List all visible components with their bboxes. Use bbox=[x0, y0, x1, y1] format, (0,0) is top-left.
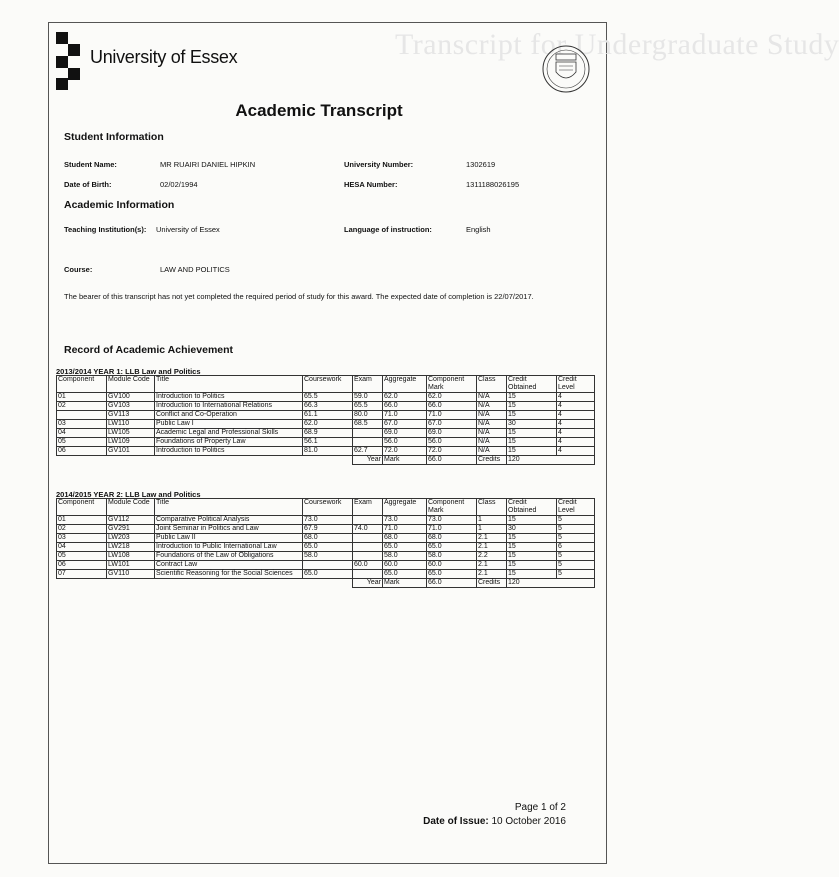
table-cell: Academic Legal and Professional Skills bbox=[155, 429, 303, 438]
dob: 02/02/1994 bbox=[160, 180, 198, 189]
course: LAW AND POLITICS bbox=[160, 265, 230, 274]
table-row bbox=[57, 570, 595, 579]
table-cell bbox=[353, 552, 383, 561]
table-cell: 1 bbox=[477, 516, 507, 525]
university-logo-icon bbox=[56, 32, 82, 90]
table-row bbox=[57, 525, 595, 534]
summary-cell: Mark bbox=[383, 579, 427, 588]
institution: University of Essex bbox=[156, 225, 220, 234]
table-row bbox=[57, 402, 595, 411]
table-cell: 2.2 bbox=[477, 552, 507, 561]
table-row bbox=[57, 561, 595, 570]
column-header: Component bbox=[57, 376, 107, 393]
table-cell: N/A bbox=[477, 393, 507, 402]
record-heading: Record of Academic Achievement bbox=[64, 344, 234, 356]
summary-cell bbox=[477, 456, 507, 465]
credits-label: Credits bbox=[478, 456, 501, 463]
table-cell: Conflict and Co-Operation bbox=[155, 411, 303, 420]
table-header-row bbox=[57, 499, 595, 516]
document-title: Academic Transcript bbox=[235, 101, 403, 120]
summary-row bbox=[57, 579, 595, 588]
table-cell bbox=[353, 516, 383, 525]
table-cell: 62.0 bbox=[427, 393, 477, 402]
table-cell: 03 bbox=[57, 534, 107, 543]
table-cell: 05 bbox=[57, 438, 107, 447]
summary-cell: Year bbox=[353, 456, 383, 465]
table-cell: GV110 bbox=[107, 570, 155, 579]
table-cell: 15 bbox=[507, 393, 557, 402]
table-cell: GV103 bbox=[107, 402, 155, 411]
table-cell: LW110 bbox=[107, 420, 155, 429]
table-row bbox=[57, 447, 595, 456]
table-cell: 73.0 bbox=[427, 516, 477, 525]
table-cell: 73.0 bbox=[303, 516, 353, 525]
table-cell: Public Law I bbox=[155, 420, 303, 429]
table-cell: 15 bbox=[507, 429, 557, 438]
summary-cell: 120 bbox=[507, 456, 595, 465]
table-cell: 04 bbox=[57, 543, 107, 552]
year1-caption: 2013/2014 YEAR 1: LLB Law and Politics bbox=[56, 367, 201, 376]
empty-cell bbox=[107, 456, 155, 465]
table-cell: 5 bbox=[557, 534, 595, 543]
empty-cell bbox=[303, 456, 353, 465]
table-cell: 67.0 bbox=[427, 420, 477, 429]
table-cell: 4 bbox=[557, 429, 595, 438]
table-cell: GV100 bbox=[107, 393, 155, 402]
table-cell: 69.0 bbox=[427, 429, 477, 438]
table-cell: 04 bbox=[57, 429, 107, 438]
table-cell: 15 bbox=[507, 543, 557, 552]
student-name: MR RUAIRI DANIEL HIPKIN bbox=[160, 160, 256, 169]
table-cell: 56.0 bbox=[427, 438, 477, 447]
year1-table bbox=[56, 375, 595, 465]
hesa-number: 1311188026195 bbox=[466, 180, 520, 189]
language: English bbox=[466, 225, 491, 234]
column-header: Component bbox=[57, 499, 107, 516]
table-cell: LW109 bbox=[107, 438, 155, 447]
table-cell: 02 bbox=[57, 402, 107, 411]
table-cell: 58.0 bbox=[427, 552, 477, 561]
table-cell: 60.0 bbox=[353, 561, 383, 570]
table-row bbox=[57, 420, 595, 429]
summary-cell: 66.0 bbox=[427, 579, 477, 588]
table-cell: Introduction to Politics bbox=[155, 447, 303, 456]
issue-date: 10 October 2016 bbox=[491, 816, 566, 827]
summary-cell bbox=[477, 579, 507, 588]
table-cell: 05 bbox=[57, 552, 107, 561]
table-cell: 68.9 bbox=[303, 429, 353, 438]
table-cell: 06 bbox=[57, 447, 107, 456]
column-header: Credit Level bbox=[557, 499, 595, 516]
table-row bbox=[57, 543, 595, 552]
table-cell: GV291 bbox=[107, 525, 155, 534]
course-label: Course: bbox=[64, 265, 93, 274]
table-cell bbox=[353, 438, 383, 447]
table-cell: 65.0 bbox=[383, 570, 427, 579]
table-cell: 58.0 bbox=[303, 552, 353, 561]
table-cell: N/A bbox=[477, 438, 507, 447]
table-cell: LW101 bbox=[107, 561, 155, 570]
table-cell: Joint Seminar in Politics and Law bbox=[155, 525, 303, 534]
table-cell: 03 bbox=[57, 420, 107, 429]
empty-cell bbox=[57, 579, 107, 588]
table-cell bbox=[353, 534, 383, 543]
table-cell: 5 bbox=[557, 552, 595, 561]
table-cell: 65.5 bbox=[303, 393, 353, 402]
table-cell: 5 bbox=[557, 516, 595, 525]
table-cell: N/A bbox=[477, 411, 507, 420]
summary-cell: Year bbox=[353, 579, 383, 588]
table-cell: 4 bbox=[557, 402, 595, 411]
table-cell: 65.0 bbox=[427, 543, 477, 552]
empty-cell bbox=[155, 456, 303, 465]
table-cell: 56.1 bbox=[303, 438, 353, 447]
table-cell bbox=[57, 411, 107, 420]
table-cell: 61.1 bbox=[303, 411, 353, 420]
table-cell: 5 bbox=[557, 570, 595, 579]
table-cell: Scientific Reasoning for the Social Sciences bbox=[155, 570, 303, 579]
empty-cell bbox=[107, 579, 155, 588]
table-cell: 15 bbox=[507, 438, 557, 447]
table-cell: 15 bbox=[507, 534, 557, 543]
table-cell: 66.0 bbox=[427, 402, 477, 411]
summary-cell: 66.0 bbox=[427, 456, 477, 465]
column-header: Component Mark bbox=[427, 499, 477, 516]
column-header: Module Code bbox=[107, 499, 155, 516]
institution-label: Teaching Institution(s): bbox=[64, 225, 147, 234]
table-cell: 4 bbox=[557, 438, 595, 447]
column-header: Title bbox=[155, 376, 303, 393]
table-cell: 58.0 bbox=[383, 552, 427, 561]
university-number-label: University Number: bbox=[344, 160, 414, 169]
student-info-heading: Student Information bbox=[64, 131, 164, 143]
table-cell: Introduction to Politics bbox=[155, 393, 303, 402]
table-cell: 65.0 bbox=[427, 570, 477, 579]
column-header: Class bbox=[477, 376, 507, 393]
table-cell: 65.0 bbox=[303, 543, 353, 552]
table-row bbox=[57, 393, 595, 402]
table-cell: 67.9 bbox=[303, 525, 353, 534]
table-cell bbox=[353, 429, 383, 438]
hesa-label: HESA Number: bbox=[344, 180, 398, 189]
academic-info-heading: Academic Information bbox=[64, 199, 175, 211]
table-row bbox=[57, 516, 595, 525]
table-cell: LW203 bbox=[107, 534, 155, 543]
table-row bbox=[57, 534, 595, 543]
table-cell: N/A bbox=[477, 402, 507, 411]
table-cell bbox=[353, 543, 383, 552]
credits-label: Credits bbox=[478, 579, 501, 586]
empty-cell bbox=[303, 579, 353, 588]
table-cell: Contract Law bbox=[155, 561, 303, 570]
summary-cell: Mark bbox=[383, 456, 427, 465]
empty-cell bbox=[155, 579, 303, 588]
table-row bbox=[57, 429, 595, 438]
table-cell: 66.0 bbox=[383, 402, 427, 411]
table-cell: 01 bbox=[57, 516, 107, 525]
table-cell: 65.5 bbox=[353, 402, 383, 411]
column-header: Component Mark bbox=[427, 376, 477, 393]
table-cell: 30 bbox=[507, 525, 557, 534]
column-header: Coursework bbox=[303, 499, 353, 516]
university-number: 1302619 bbox=[466, 160, 496, 169]
completion-note: The bearer of this transcript has not yet completed the required period of study for this award. The expected date of completion is 22/07/2017. bbox=[64, 292, 534, 301]
table-cell: GV113 bbox=[107, 411, 155, 420]
table-cell: 56.0 bbox=[383, 438, 427, 447]
table-cell: N/A bbox=[477, 447, 507, 456]
column-header: Credit Obtained bbox=[507, 499, 557, 516]
table-cell: 74.0 bbox=[353, 525, 383, 534]
summary-row bbox=[57, 456, 595, 465]
table-cell: 4 bbox=[557, 447, 595, 456]
table-cell: 62.7 bbox=[353, 447, 383, 456]
table-cell: Introduction to International Relations bbox=[155, 402, 303, 411]
table-cell: 68.5 bbox=[353, 420, 383, 429]
table-cell: 68.0 bbox=[383, 534, 427, 543]
table-cell bbox=[353, 570, 383, 579]
university-name: University of Essex bbox=[90, 47, 238, 67]
table-cell: 07 bbox=[57, 570, 107, 579]
table-cell: 02 bbox=[57, 525, 107, 534]
table-cell: LW218 bbox=[107, 543, 155, 552]
table-cell: 15 bbox=[507, 516, 557, 525]
student-name-label: Student Name: bbox=[64, 160, 117, 169]
empty-cell bbox=[57, 456, 107, 465]
table-cell: 15 bbox=[507, 561, 557, 570]
table-cell: 60.0 bbox=[383, 561, 427, 570]
table-cell: 2.1 bbox=[477, 561, 507, 570]
page-number: Page 1 of 2 bbox=[514, 802, 566, 813]
table-cell: 81.0 bbox=[303, 447, 353, 456]
table-cell: 71.0 bbox=[427, 411, 477, 420]
table-cell: 5 bbox=[557, 525, 595, 534]
table-cell: 2.1 bbox=[477, 534, 507, 543]
column-header: Aggregate bbox=[383, 376, 427, 393]
table-cell: 2.1 bbox=[477, 570, 507, 579]
table-cell: 6 bbox=[557, 543, 595, 552]
table-cell: 71.0 bbox=[427, 525, 477, 534]
table-cell: 01 bbox=[57, 393, 107, 402]
table-cell: 4 bbox=[557, 393, 595, 402]
table-cell: LW105 bbox=[107, 429, 155, 438]
table-cell: 71.0 bbox=[383, 411, 427, 420]
column-header: Exam bbox=[353, 499, 383, 516]
table-cell: 60.0 bbox=[427, 561, 477, 570]
dob-label: Date of Birth: bbox=[64, 180, 112, 189]
column-header: Credit Level bbox=[557, 376, 595, 393]
table-cell: 72.0 bbox=[427, 447, 477, 456]
column-header: Aggregate bbox=[383, 499, 427, 516]
table-cell: GV112 bbox=[107, 516, 155, 525]
table-cell: 15 bbox=[507, 411, 557, 420]
table-cell: Comparative Political Analysis bbox=[155, 516, 303, 525]
table-cell: 65.0 bbox=[303, 570, 353, 579]
table-cell bbox=[303, 561, 353, 570]
table-cell: Public Law II bbox=[155, 534, 303, 543]
table-cell: 15 bbox=[507, 447, 557, 456]
table-cell: 72.0 bbox=[383, 447, 427, 456]
table-header-row bbox=[57, 376, 595, 393]
summary-cell: 120 bbox=[507, 579, 595, 588]
table-cell: GV101 bbox=[107, 447, 155, 456]
table-cell: 15 bbox=[507, 402, 557, 411]
table-cell: 68.0 bbox=[427, 534, 477, 543]
column-header: Class bbox=[477, 499, 507, 516]
column-header: Credit Obtained bbox=[507, 376, 557, 393]
table-cell: 4 bbox=[557, 420, 595, 429]
table-row bbox=[57, 552, 595, 561]
table-cell: N/A bbox=[477, 429, 507, 438]
table-cell: 66.3 bbox=[303, 402, 353, 411]
column-header: Exam bbox=[353, 376, 383, 393]
column-header: Module Code bbox=[107, 376, 155, 393]
table-cell: 59.0 bbox=[353, 393, 383, 402]
table-cell: 73.0 bbox=[383, 516, 427, 525]
table-cell: 62.0 bbox=[383, 393, 427, 402]
table-cell: 62.0 bbox=[303, 420, 353, 429]
issue-date-line bbox=[423, 816, 566, 827]
table-cell: 5 bbox=[557, 561, 595, 570]
table-cell: 68.0 bbox=[303, 534, 353, 543]
issue-date-label: Date of Issue: bbox=[423, 816, 489, 827]
table-cell: 2.1 bbox=[477, 543, 507, 552]
table-row bbox=[57, 438, 595, 447]
column-header: Title bbox=[155, 499, 303, 516]
table-cell: Foundations of the Law of Obligations bbox=[155, 552, 303, 561]
university-crest-icon bbox=[541, 44, 591, 94]
column-header: Coursework bbox=[303, 376, 353, 393]
watermark: Transcript for Undergraduate Study bbox=[395, 28, 839, 61]
table-cell: 30 bbox=[507, 420, 557, 429]
table-cell: 15 bbox=[507, 552, 557, 561]
language-label: Language of instruction: bbox=[344, 225, 432, 234]
table-cell: Introduction to Public International Law bbox=[155, 543, 303, 552]
table-cell: 15 bbox=[507, 570, 557, 579]
table-cell: 67.0 bbox=[383, 420, 427, 429]
table-cell: 80.0 bbox=[353, 411, 383, 420]
table-cell: 69.0 bbox=[383, 429, 427, 438]
table-cell: 71.0 bbox=[383, 525, 427, 534]
table-cell: 1 bbox=[477, 525, 507, 534]
table-cell: Foundations of Property Law bbox=[155, 438, 303, 447]
year2-caption: 2014/2015 YEAR 2: LLB Law and Politics bbox=[56, 490, 201, 499]
table-cell: N/A bbox=[477, 420, 507, 429]
table-cell: 4 bbox=[557, 411, 595, 420]
table-cell: 06 bbox=[57, 561, 107, 570]
table-row bbox=[57, 411, 595, 420]
table-cell: 65.0 bbox=[383, 543, 427, 552]
table-cell: LW108 bbox=[107, 552, 155, 561]
year2-table bbox=[56, 498, 595, 588]
